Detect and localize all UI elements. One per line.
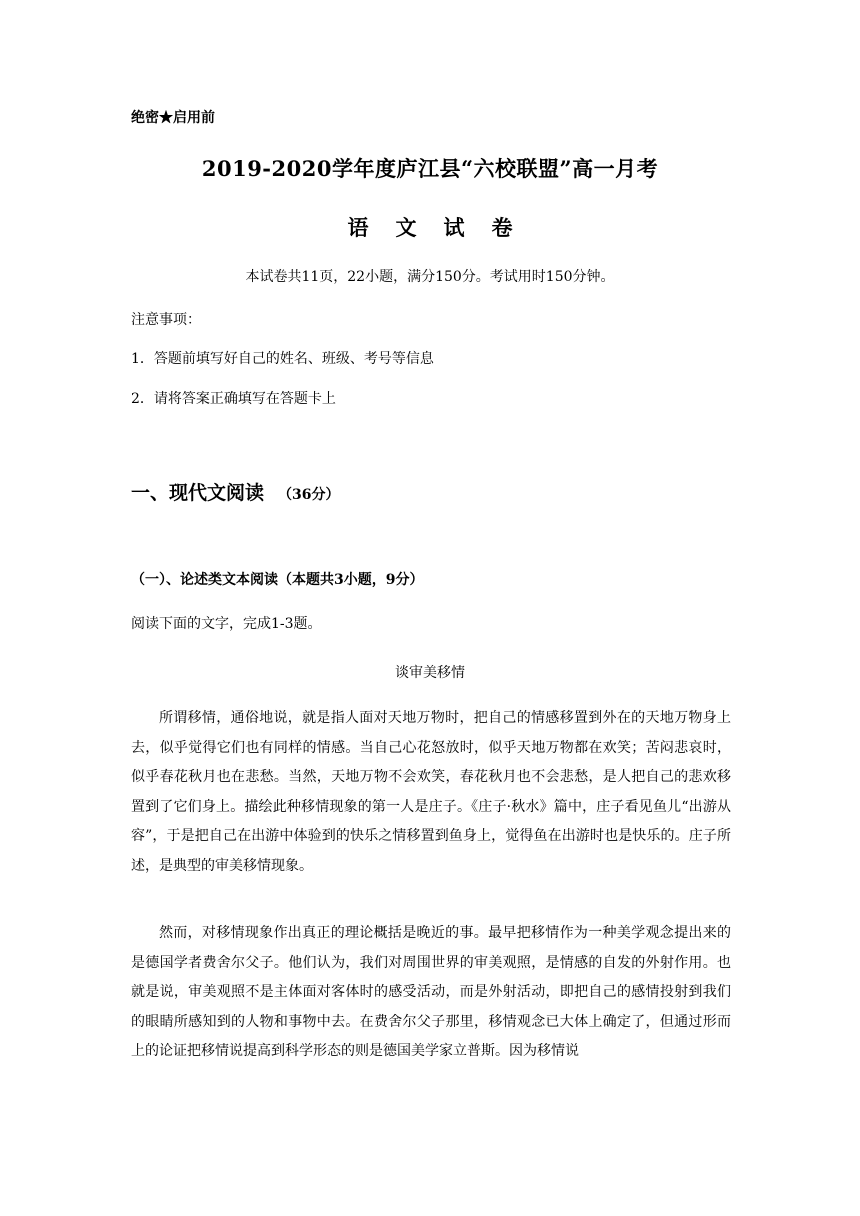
subsection-heading: （一）、论述类文本阅读（本题共3小题，9分） [131, 572, 424, 588]
notice-heading: 注意事项： [131, 312, 201, 328]
article-paragraph: 所谓移情，通俗地说，就是指人面对天地万物时，把自己的情感移置到外在的天地万物身上去，似乎觉得它们也有同样的情感。当自己心花怒放时，似乎天地万物都在欢笑；苦闷悲哀时，似乎春花秋月也在悲愁。当然，天地万物不会欢笑，春花秋月也不会悲愁，是人把自己的悲欢移置到了它们身上。描绘此种移情现象的第一人是庄子。《庄子·秋水》篇中，庄子看见鱼儿“出游从容”，于是把自己在出游中体验到的快乐之情移置到鱼身上，觉得鱼在出游时也是快乐的。庄子所述，是典型的审美移情现象。 [131, 710, 731, 874]
section-heading [131, 478, 340, 505]
notice-item: 1．答题前填写好自己的姓名、班级、考号等信息 [131, 351, 434, 367]
secret-label: 绝密★启用前 [131, 110, 215, 126]
section-title: 一、现代文阅读 [131, 482, 265, 504]
article-paragraph: 然而，对移情现象作出真正的理论概括是晚近的事。最早把移情作为一种美学观念提出来的是德国学者费舍尔父子。他们认为，我们对周围世界的审美观照，是情感的自发的外射作用。也就是说，审美观照不是主体面对客体时的感受活动，而是外射活动，即把自己的感情投射到我们的眼睛所感知到的人物和事物中去。在费舍尔父子那里，移情观念已大体上确定了，但通过形而上的论证把移情说提高到科学形态的则是德国美学家立普斯。因为移情说 [131, 925, 731, 1059]
section-score: （36分） [278, 487, 340, 503]
notice-item: 2．请将答案正确填写在答题卡上 [131, 391, 336, 407]
reading-instruction: 阅读下面的文字，完成1-3题。 [131, 616, 322, 632]
exam-info: 本试卷共11页，22小题，满分150分。考试用时150分钟。 [245, 269, 615, 285]
article-title: 谈审美移情 [395, 665, 465, 681]
paper-title: 语文试卷 [347, 215, 540, 240]
exam-title: 2019-2020学年度庐江县“六校联盟”高一月考 [201, 156, 659, 181]
